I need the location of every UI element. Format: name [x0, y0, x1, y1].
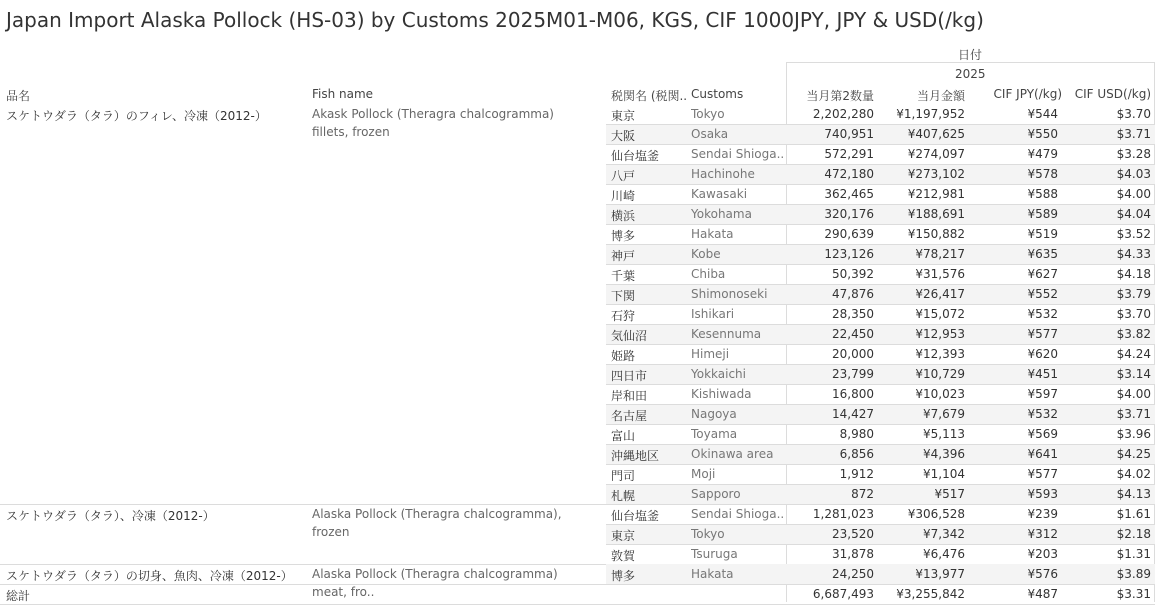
header-fish-name[interactable]: Fish name — [312, 87, 374, 101]
customs-jp[interactable]: 千葉 — [611, 269, 636, 283]
customs-en[interactable]: Sendai Shioga.. — [691, 507, 785, 521]
page-title: Japan Import Alaska Pollock (HS-03) by Customs 2025M01-M06, KGS, CIF 1000JPY, JPY & USD(/kg) — [6, 8, 984, 32]
header-cif-jpy[interactable]: CIF JPY(/kg) — [993, 87, 1062, 101]
customs-en[interactable]: Nagoya — [691, 407, 737, 421]
customs-jp[interactable]: 敦賀 — [611, 549, 636, 563]
customs-jp[interactable]: 札幌 — [611, 489, 636, 503]
cif-jpy-value: ¥627 — [1027, 267, 1058, 281]
fish-name: Alaska Pollock (Theragra chalcogramma) meat, fro.. — [312, 567, 558, 599]
customs-jp[interactable]: 東京 — [611, 109, 636, 123]
cif-jpy-value: ¥519 — [1027, 227, 1058, 241]
amount-value: ¥274,097 — [907, 147, 965, 161]
customs-en[interactable]: Kawasaki — [691, 187, 748, 201]
customs-jp[interactable]: 姫路 — [611, 349, 636, 363]
cif-jpy-value: ¥479 — [1027, 147, 1058, 161]
item-name: スケトウダラ（タラ）の切身、魚肉、冷凍（2012-） — [6, 569, 293, 583]
row-divider — [606, 324, 1155, 325]
row-divider — [606, 344, 1155, 345]
customs-en[interactable]: Hakata — [691, 567, 734, 581]
row-divider — [606, 124, 1155, 125]
header-divider — [786, 62, 1155, 63]
amount-value: ¥12,393 — [915, 347, 965, 361]
customs-en[interactable]: Tokyo — [691, 107, 725, 121]
customs-en[interactable]: Himeji — [691, 347, 730, 361]
cif-jpy-value: ¥203 — [1027, 547, 1058, 561]
cif-usd-value: $3.82 — [1116, 327, 1151, 341]
amount-value: ¥212,981 — [907, 187, 965, 201]
row-divider — [606, 224, 1155, 225]
customs-jp[interactable]: 名古屋 — [611, 409, 648, 423]
amount-value: ¥273,102 — [907, 167, 965, 181]
row-divider — [606, 244, 1155, 245]
quantity-value: 572,291 — [824, 147, 874, 161]
quantity-value: 23,799 — [832, 367, 874, 381]
row-divider — [606, 284, 1155, 285]
cif-jpy-value: ¥569 — [1027, 427, 1058, 441]
total-quantity: 6,687,493 — [812, 587, 874, 601]
quantity-value: 47,876 — [832, 287, 874, 301]
cif-jpy-value: ¥552 — [1027, 287, 1058, 301]
cif-usd-value: $4.24 — [1116, 347, 1151, 361]
cif-usd-value: $3.96 — [1116, 427, 1151, 441]
customs-en[interactable]: Yokohama — [691, 207, 752, 221]
cif-jpy-value: ¥589 — [1027, 207, 1058, 221]
cif-jpy-value: ¥576 — [1027, 567, 1058, 581]
row-divider — [606, 444, 1155, 445]
header-item[interactable]: 品名 — [6, 89, 31, 103]
cif-usd-value: $4.00 — [1116, 187, 1151, 201]
customs-en[interactable]: Sapporo — [691, 487, 741, 501]
cif-jpy-value: ¥593 — [1027, 487, 1058, 501]
customs-jp[interactable]: 東京 — [611, 529, 636, 543]
amount-value: ¥407,625 — [907, 127, 965, 141]
fish-name: Alaska Pollock (Theragra chalcogramma), frozen — [312, 507, 562, 539]
quantity-value: 472,180 — [824, 167, 874, 181]
quantity-value: 14,427 — [832, 407, 874, 421]
amount-value: ¥15,072 — [915, 307, 965, 321]
quantity-value: 28,350 — [832, 307, 874, 321]
cif-usd-value: $4.25 — [1116, 447, 1151, 461]
total-label: 総計 — [6, 589, 31, 603]
row-divider — [606, 304, 1155, 305]
customs-jp[interactable]: 仙台塩釜 — [611, 509, 660, 523]
cif-jpy-value: ¥635 — [1027, 247, 1058, 261]
quantity-value: 6,856 — [839, 447, 874, 461]
quantity-value: 872 — [851, 487, 874, 501]
customs-en[interactable]: Shimonoseki — [691, 287, 768, 301]
quantity-value: 2,202,280 — [812, 107, 874, 121]
cif-usd-value: $3.14 — [1116, 367, 1151, 381]
customs-en[interactable]: Moji — [691, 467, 716, 481]
cif-jpy-value: ¥578 — [1027, 167, 1058, 181]
header-cif-usd[interactable]: CIF USD(/kg) — [1074, 87, 1151, 101]
amount-value: ¥10,023 — [915, 387, 965, 401]
quantity-value: 123,126 — [824, 247, 874, 261]
cif-usd-value: $2.18 — [1116, 527, 1151, 541]
cif-usd-value: $3.70 — [1116, 107, 1151, 121]
quantity-value: 8,980 — [839, 427, 874, 441]
customs-en[interactable]: Sendai Shioga.. — [691, 147, 785, 161]
customs-en[interactable]: Okinawa area — [691, 447, 774, 461]
cif-jpy-value: ¥550 — [1027, 127, 1058, 141]
customs-jp[interactable]: 博多 — [611, 569, 636, 583]
customs-en[interactable]: Ishikari — [691, 307, 735, 321]
customs-en[interactable]: Tsuruga — [691, 547, 738, 561]
quantity-value: 362,465 — [824, 187, 874, 201]
amount-value: ¥150,882 — [907, 227, 965, 241]
cif-jpy-value: ¥577 — [1027, 327, 1058, 341]
amount-value: ¥5,113 — [923, 427, 965, 441]
customs-en[interactable]: Yokkaichi — [691, 367, 746, 381]
cif-usd-value: $1.31 — [1116, 547, 1151, 561]
cif-usd-value: $1.61 — [1116, 507, 1151, 521]
cif-jpy-value: ¥641 — [1027, 447, 1058, 461]
customs-jp[interactable]: 岸和田 — [611, 389, 648, 403]
header-customs[interactable]: Customs — [691, 87, 744, 101]
quantity-value: 20,000 — [832, 347, 874, 361]
quantity-value: 16,800 — [832, 387, 874, 401]
item-name: スケトウダラ（タラ）のフィレ、冷凍（2012-） — [6, 109, 267, 123]
customs-jp[interactable]: 仙台塩釜 — [611, 149, 660, 163]
cif-usd-value: $3.79 — [1116, 287, 1151, 301]
cif-usd-value: $3.70 — [1116, 307, 1151, 321]
cif-jpy-value: ¥588 — [1027, 187, 1058, 201]
cif-usd-value: $3.28 — [1116, 147, 1151, 161]
header-year: 2025 — [955, 67, 986, 81]
cif-usd-value: $4.18 — [1116, 267, 1151, 281]
row-divider — [606, 524, 1155, 525]
customs-en[interactable]: Toyama — [691, 427, 738, 441]
cif-usd-value: $4.02 — [1116, 467, 1151, 481]
amount-value: ¥78,217 — [915, 247, 965, 261]
row-divider — [606, 144, 1155, 145]
customs-jp[interactable]: 富山 — [611, 429, 636, 443]
amount-value: ¥7,679 — [923, 407, 965, 421]
row-divider — [606, 464, 1155, 465]
quantity-value: 320,176 — [824, 207, 874, 221]
amount-value: ¥1,197,952 — [896, 107, 965, 121]
cif-jpy-value: ¥312 — [1027, 527, 1058, 541]
cif-usd-value: $4.13 — [1116, 487, 1151, 501]
cif-jpy-value: ¥451 — [1027, 367, 1058, 381]
customs-jp[interactable]: 博多 — [611, 229, 636, 243]
total-amount: ¥3,255,842 — [896, 587, 965, 601]
customs-jp[interactable]: 大阪 — [611, 129, 636, 143]
row-divider — [606, 184, 1155, 185]
cif-usd-value: $4.03 — [1116, 167, 1151, 181]
customs-en[interactable]: Kesennuma — [691, 327, 762, 341]
quantity-value: 740,951 — [824, 127, 874, 141]
row-divider — [606, 424, 1155, 425]
row-divider — [606, 264, 1155, 265]
customs-jp[interactable]: 下関 — [611, 289, 636, 303]
cif-usd-value: $4.04 — [1116, 207, 1151, 221]
cif-jpy-value: ¥532 — [1027, 307, 1058, 321]
row-divider — [606, 364, 1155, 365]
header-customs-jp[interactable]: 税関名 (税関.. — [611, 89, 688, 103]
amount-value: ¥13,977 — [915, 567, 965, 581]
amount-value: ¥188,691 — [907, 207, 965, 221]
total-cif-usd: $3.31 — [1116, 587, 1151, 601]
amount-value: ¥31,576 — [915, 267, 965, 281]
quantity-value: 1,281,023 — [812, 507, 874, 521]
total-divider — [0, 584, 1155, 585]
amount-value: ¥6,476 — [923, 547, 965, 561]
customs-en[interactable]: Hakata — [691, 227, 734, 241]
amount-value: ¥306,528 — [907, 507, 965, 521]
cif-usd-value: $3.52 — [1116, 227, 1151, 241]
quantity-value: 23,520 — [832, 527, 874, 541]
customs-en[interactable]: Tokyo — [691, 527, 725, 541]
customs-jp[interactable]: 四日市 — [611, 369, 648, 383]
customs-en[interactable]: Hachinohe — [691, 167, 755, 181]
customs-jp[interactable]: 気仙沼 — [611, 329, 648, 343]
total-cif-jpy: ¥487 — [1027, 587, 1058, 601]
customs-en[interactable]: Chiba — [691, 267, 726, 281]
customs-jp[interactable]: 川崎 — [611, 189, 636, 203]
item-name: スケトウダラ（タラ）、冷凍（2012-） — [6, 509, 215, 523]
quantity-value: 290,639 — [824, 227, 874, 241]
quantity-value: 50,392 — [832, 267, 874, 281]
customs-jp[interactable]: 沖縄地区 — [611, 449, 660, 463]
customs-jp[interactable]: 神戸 — [611, 249, 636, 263]
amount-value: ¥1,104 — [923, 467, 965, 481]
row-divider — [606, 544, 1155, 545]
customs-jp[interactable]: 石狩 — [611, 309, 636, 323]
cif-jpy-value: ¥620 — [1027, 347, 1058, 361]
amount-value: ¥26,417 — [915, 287, 965, 301]
customs-en[interactable]: Osaka — [691, 127, 729, 141]
quantity-value: 31,878 — [832, 547, 874, 561]
amount-value: ¥12,953 — [915, 327, 965, 341]
header-quantity[interactable]: 当月第2数量 — [806, 89, 874, 103]
header-amount[interactable]: 当月金額 — [916, 89, 965, 103]
header-date: 日付 — [958, 48, 983, 62]
amount-value: ¥517 — [934, 487, 965, 501]
quantity-value: 1,912 — [839, 467, 874, 481]
cif-usd-value: $3.71 — [1116, 127, 1151, 141]
cif-jpy-value: ¥577 — [1027, 467, 1058, 481]
cif-usd-value: $3.89 — [1116, 567, 1151, 581]
customs-en[interactable]: Kobe — [691, 247, 721, 261]
amount-value: ¥7,342 — [923, 527, 965, 541]
row-divider — [606, 484, 1155, 485]
amount-value: ¥4,396 — [923, 447, 965, 461]
fish-name: Akask Pollock (Theragra chalcogramma) fillets, frozen — [312, 107, 554, 139]
customs-jp[interactable]: 八戸 — [611, 169, 636, 183]
cif-jpy-value: ¥544 — [1027, 107, 1058, 121]
customs-jp[interactable]: 門司 — [611, 469, 636, 483]
cif-jpy-value: ¥532 — [1027, 407, 1058, 421]
row-divider — [606, 384, 1155, 385]
customs-en[interactable]: Kishiwada — [691, 387, 752, 401]
row-divider — [606, 204, 1155, 205]
row-divider — [606, 164, 1155, 165]
amount-value: ¥10,729 — [915, 367, 965, 381]
cif-usd-value: $4.00 — [1116, 387, 1151, 401]
cif-jpy-value: ¥597 — [1027, 387, 1058, 401]
customs-jp[interactable]: 横浜 — [611, 209, 636, 223]
cif-usd-value: $3.71 — [1116, 407, 1151, 421]
cif-jpy-value: ¥239 — [1027, 507, 1058, 521]
quantity-value: 24,250 — [832, 567, 874, 581]
quantity-value: 22,450 — [832, 327, 874, 341]
row-divider — [606, 404, 1155, 405]
cif-usd-value: $4.33 — [1116, 247, 1151, 261]
